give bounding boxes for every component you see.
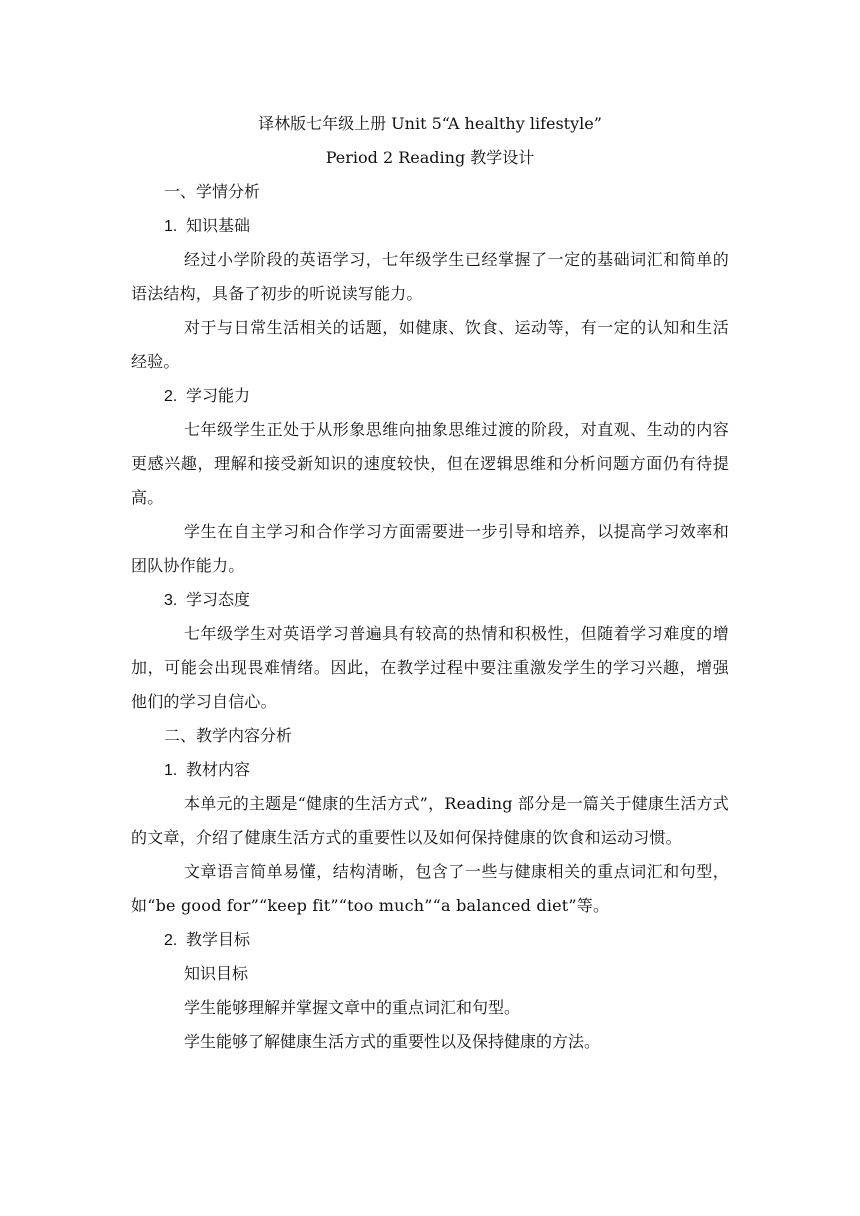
paragraph: 七年级学生对英语学习普遍具有较高的热情和积极性，但随着学习难度的增加，可能会出现畏难情绪。因此，在教学过程中要注重激发学生的学习兴趣，增强他们的学习自信心。 xyxy=(131,624,729,711)
objective-line: 学生能够理解并掌握文章中的重点词汇和句型。 xyxy=(184,998,521,1017)
paragraph: 经过小学阶段的英语学习，七年级学生已经掌握了一定的基础词汇和简单的语法结构，具备了初步的听说读写能力。 xyxy=(131,250,729,303)
subheading-label: 学习能力 xyxy=(186,386,251,405)
list-number: 1. xyxy=(164,218,178,235)
document-title: 译林版七年级上册 Unit 5“A healthy lifestyle” xyxy=(258,114,602,133)
paragraph: 对于与日常生活相关的话题，如健康、饮食、运动等，有一定的认知和生活经验。 xyxy=(131,318,729,371)
objective-line: 学生能够了解健康生活方式的重要性以及保持健康的方法。 xyxy=(184,1032,601,1051)
document-subtitle: Period 2 Reading 教学设计 xyxy=(325,148,535,167)
section-heading-learner-analysis: 一、学情分析 xyxy=(164,182,261,201)
objective-category-label: 知识目标 xyxy=(184,964,249,983)
paragraph: 学生在自主学习和合作学习方面需要进一步引导和培养，以提高学习效率和团队协作能力。 xyxy=(131,522,729,575)
list-number: 2. xyxy=(164,932,178,949)
subheading-label: 教学目标 xyxy=(186,930,251,949)
paragraph: 七年级学生正处于从形象思维向抽象思维过渡的阶段，对直观、生动的内容更感兴趣，理解和接受新知识的速度较快，但在逻辑思维和分析问题方面仍有待提高。 xyxy=(131,420,729,507)
subheading-teaching-objectives xyxy=(131,923,729,957)
paragraph: 文章语言简单易懂，结构清晰，包含了一些与健康相关的重点词汇和句型，如“be good for”“keep fit”“too much”“a balanced diet”等。 xyxy=(131,862,729,915)
subheading-label: 知识基础 xyxy=(186,216,251,235)
subheading-textbook-content xyxy=(131,753,729,787)
document-body xyxy=(131,107,729,1059)
subheading-knowledge-base xyxy=(131,209,729,243)
subheading-learning-ability xyxy=(131,379,729,413)
section-heading-content-analysis: 二、教学内容分析 xyxy=(164,726,293,745)
subheading-learning-attitude xyxy=(131,583,729,617)
list-number: 1. xyxy=(164,762,178,779)
subheading-label: 教材内容 xyxy=(186,760,251,779)
subheading-label: 学习态度 xyxy=(186,590,251,609)
paragraph: 本单元的主题是“健康的生活方式”，Reading 部分是一篇关于健康生活方式的文章，介绍了健康生活方式的重要性以及如何保持健康的饮食和运动习惯。 xyxy=(131,794,729,847)
list-number: 3. xyxy=(164,592,178,609)
list-number: 2. xyxy=(164,388,178,405)
